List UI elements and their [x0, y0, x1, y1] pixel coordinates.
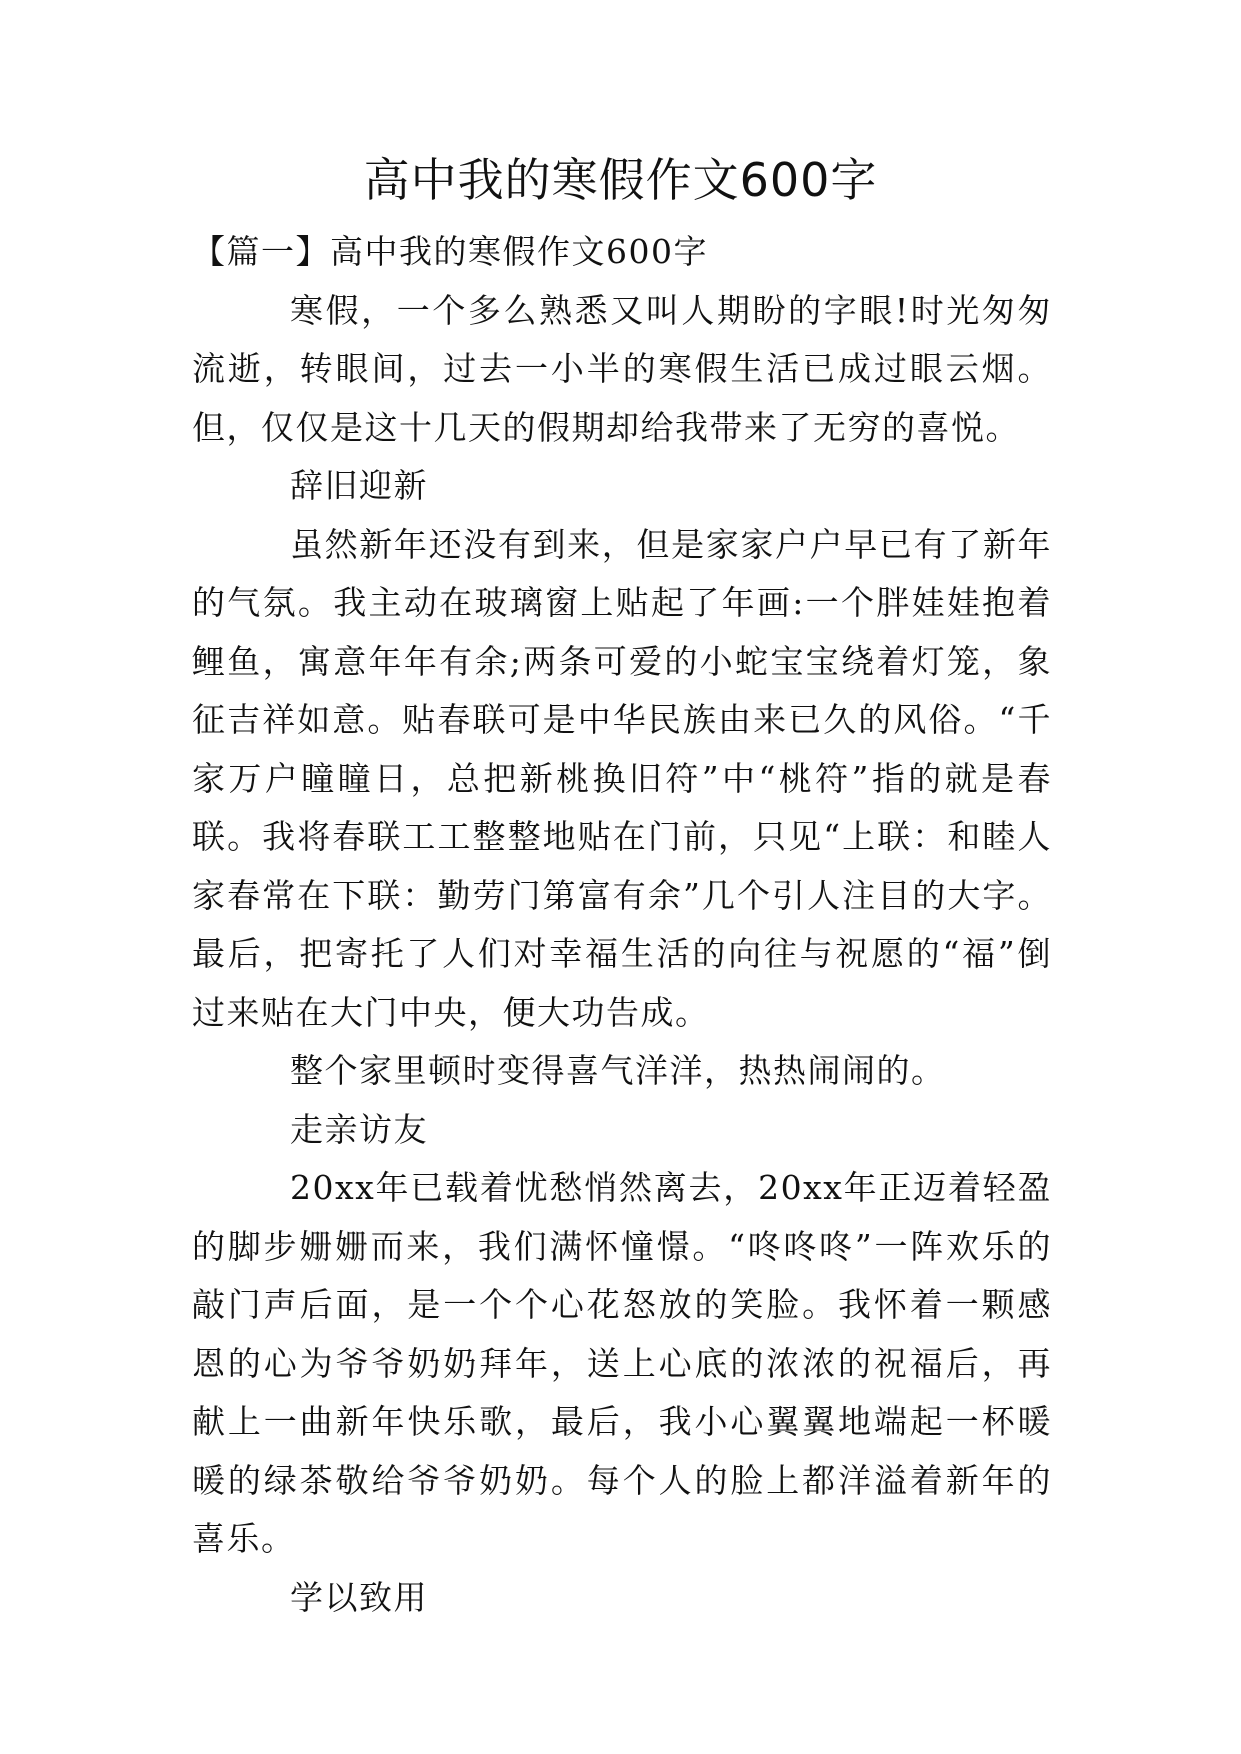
- document-body: [192, 223, 1052, 1627]
- paragraph-festive-home: 整个家里顿时变得喜气洋洋，热热闹闹的。: [290, 1051, 946, 1090]
- paragraph-visiting-grandparents: 20xx年已载着忧愁悄然离去，20xx年正迈着轻盈的脚步姗姗而来，我们满怀憧憬。“咚咚咚”一阵欢乐的敲门声后面，是一个个心花怒放的笑脸。我怀着一颗感恩的心为爷爷奶奶拜年，送上心底的浓浓的祝福后，再献上一曲新年快乐歌，最后，我小心翼翼地端起一杯暖暖的绿茶敬给爷爷奶奶。每个人的脸上都洋溢着新年的喜乐。: [192, 1168, 1052, 1558]
- subheading-visiting-relatives: 走亲访友: [290, 1109, 428, 1149]
- paragraph-new-year-decorations: 虽然新年还没有到来，但是家家户户早已有了新年的气氛。我主动在玻璃窗上贴起了年画:一个胖娃娃抱着鲤鱼，寓意年年有余;两条可爱的小蛇宝宝绕着灯笼，象征吉祥如意。贴春联可是中华民族由来已久的风俗。“千家万户瞳瞳日，总把新桃换旧符”中“桃符”指的就是春联。我将春联工工整整地贴在门前，只见“上联：和睦人家春常在下联：勤劳门第富有余”几个引人注目的大字。最后，把寄托了人们对幸福生活的向往与祝愿的“福”倒过来贴在大门中央，便大功告成。: [192, 524, 1052, 1032]
- paragraph-intro: 寒假，一个多么熟悉又叫人期盼的字眼!时光匆匆流逝，转眼间，过去一小半的寒假生活已成过眼云烟。但，仅仅是这十几天的假期却给我带来了无穷的喜悦。: [192, 290, 1052, 447]
- section-label: 【篇一】高中我的寒假作文600字: [192, 232, 708, 271]
- document-title: 高中我的寒假作文600字: [363, 153, 878, 207]
- subheading-farewell-old-year: 辞旧迎新: [290, 466, 428, 505]
- subheading-applying-learning: 学以致用: [290, 1577, 428, 1617]
